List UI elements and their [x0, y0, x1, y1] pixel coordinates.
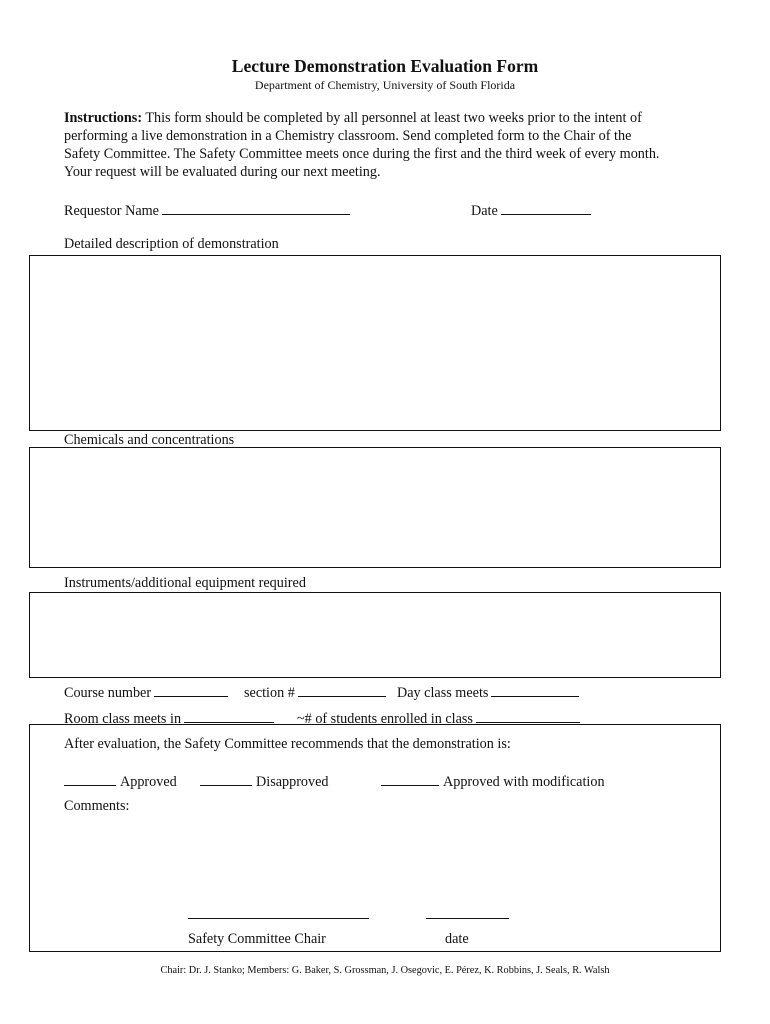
room-label: Room class meets in — [64, 711, 182, 727]
signature-date-line[interactable] — [426, 918, 509, 919]
instruments-box[interactable] — [29, 592, 721, 678]
disapproved-label: Disapproved — [256, 774, 329, 790]
disapproved-option — [200, 771, 329, 791]
instructions-line-3: Safety Committee. The Safety Committee meets once during the first and the third week of every month. — [64, 146, 660, 162]
room-field[interactable] — [184, 708, 274, 723]
comments-label: Comments: — [64, 798, 130, 814]
course-number-field[interactable] — [154, 682, 228, 697]
section-label: section # — [244, 685, 295, 701]
chemicals-label: Chemicals and concentrations — [64, 432, 235, 448]
approved-mod-field[interactable] — [381, 771, 439, 786]
description-label: Detailed description of demonstration — [64, 236, 279, 252]
signature-date-label: date — [445, 931, 469, 947]
instructions-line-4: Your request will be evaluated during our next meeting. — [64, 164, 381, 180]
approved-label: Approved — [120, 774, 177, 790]
approved-mod-option — [381, 771, 605, 791]
requestor-name-label: Requestor Name — [64, 203, 159, 219]
date-row — [471, 200, 591, 220]
day-class-meets-label: Day class meets — [397, 685, 489, 701]
date-field[interactable] — [501, 200, 591, 215]
day-class-meets-field[interactable] — [491, 682, 579, 697]
day-class-meets-row — [397, 682, 579, 702]
requestor-name-field[interactable] — [162, 200, 350, 215]
students-field[interactable] — [476, 708, 580, 723]
course-number-row — [64, 682, 228, 702]
form-title: Lecture Demonstration Evaluation Form — [231, 56, 539, 76]
evaluation-intro: After evaluation, the Safety Committee recommends that the demonstration is: — [64, 736, 511, 752]
date-label: Date — [471, 203, 498, 219]
instructions-line-2: performing a live demonstration in a Chemistry classroom. Send completed form to the Chair of the — [64, 128, 632, 144]
students-label: ~# of students enrolled in class — [297, 711, 473, 727]
chair-signature-line[interactable] — [188, 918, 369, 919]
chemicals-box[interactable] — [29, 447, 721, 568]
course-number-label: Course number — [64, 685, 152, 701]
section-row — [244, 682, 386, 702]
instructions-line-1: This form should be completed by all personnel at least two weeks prior to the intent of — [145, 110, 642, 126]
chair-label: Safety Committee Chair — [188, 931, 326, 947]
approved-option — [64, 771, 177, 791]
approved-mod-label: Approved with modification — [443, 774, 605, 790]
instructions-paragraph — [64, 109, 714, 181]
form-subtitle: Department of Chemistry, University of South Florida — [254, 78, 516, 92]
approved-field[interactable] — [64, 771, 116, 786]
requestor-name-row — [64, 200, 350, 220]
section-field[interactable] — [298, 682, 386, 697]
instructions-label: Instructions: — [64, 110, 143, 126]
evaluation-box — [29, 724, 721, 952]
instruments-label: Instruments/additional equipment required — [64, 575, 306, 591]
disapproved-field[interactable] — [200, 771, 252, 786]
description-box[interactable] — [29, 255, 721, 431]
committee-footer: Chair: Dr. J. Stanko; Members: G. Baker, S. Grossman, J. Osegovic, E. Pérez, K. Robbins, J. Seals, R. Walsh — [160, 965, 610, 976]
